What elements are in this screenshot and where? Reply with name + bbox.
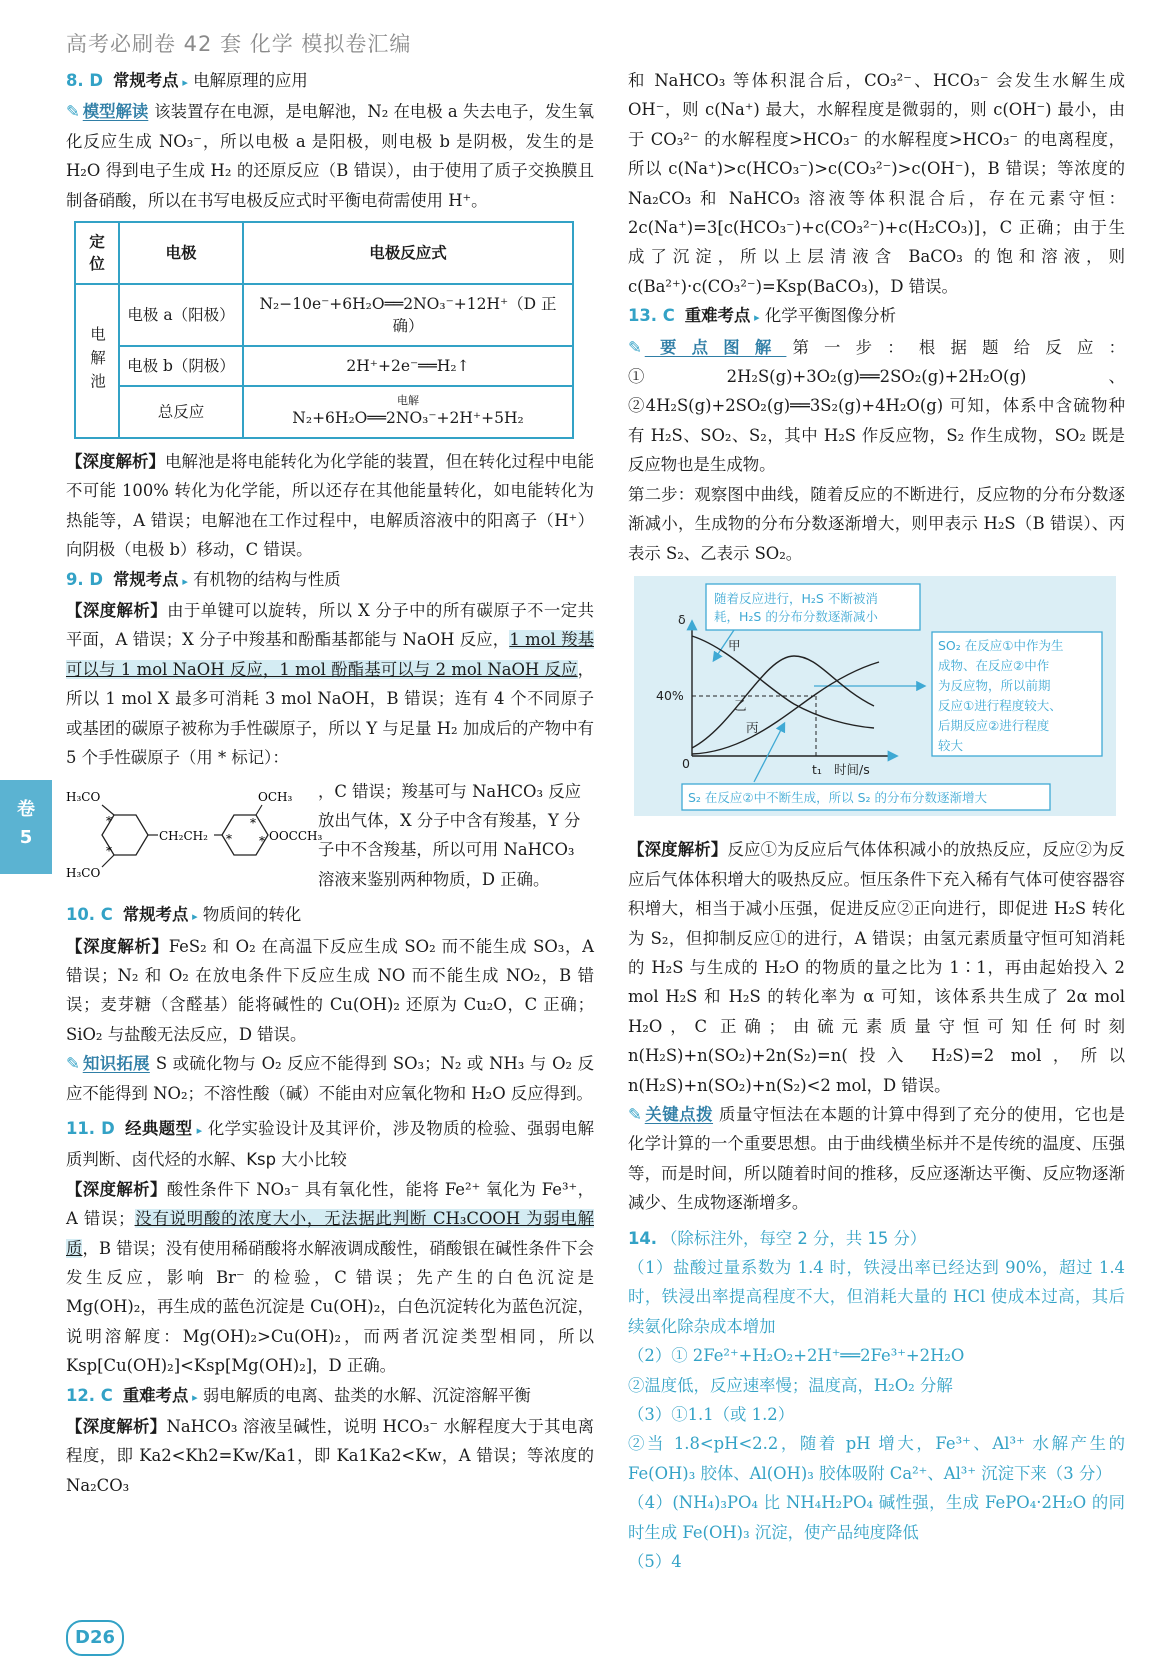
q11-deep	[66, 1175, 594, 1381]
pen-icon: ✎	[628, 1104, 642, 1124]
q8-heading	[66, 66, 594, 97]
note-right-line: 为反应物，所以前期	[938, 677, 1051, 693]
note-top-line-1: 随着反应进行，H₂S 不断被消	[714, 590, 878, 606]
q12-topic: 弱电解质的电离、盐类的水解、沉淀溶解平衡	[202, 1385, 531, 1405]
right-column	[628, 66, 1125, 1576]
q13-tag: 重难考点 ▸	[685, 306, 760, 325]
q9-topic: 有机物的结构与性质	[193, 569, 341, 589]
q14-answers	[628, 1253, 1125, 1576]
table-cell	[243, 386, 573, 438]
volume-tab-label: 卷	[17, 799, 35, 820]
q13-heading	[628, 301, 1125, 332]
q13-tip-text: 质量守恒法在本题的计算中得到了充分的使用，它也是化学计算的一个重要思想。由于曲线横坐标并不是传统的温度、压强等，而是时间，所以随着时间的推移，反应逐渐达平衡、反应物逐渐减少、生成物逐渐增多。	[628, 1104, 1126, 1213]
q9-deep	[66, 596, 594, 772]
q14-score: （除标注外，每空 2 分，共 15 分）	[661, 1228, 927, 1248]
q10-ext-text: S 或硫化物与 O₂ 反应不能得到 SO₃；N₂ 或 NH₃ 与 O₂ 反应不能得到 NO₂；不溶性酸（碱）不能由对应氧化物和 H₂O 反应得到。	[66, 1054, 594, 1103]
q9-after-molecule: ，C 错误；羧基可与 NaHCO₃ 反应放出气体，X 分子中含有羧基，Y 分子中不含羧基，所以可用 NaHCO₃ 溶液来鉴别两种物质，D 正确。	[318, 781, 582, 889]
table-header-row	[75, 222, 573, 284]
q13-key-step2: 第二步：观察图中曲线，随着反应的不断进行，反应物的分布分数逐渐减小，生成物的分布分数逐渐增大，则甲表示 H₂S（B 错误）、丙表示 S₂、乙表示 SO₂。	[628, 484, 1125, 563]
table-cell: 电极 b（阴极）	[119, 346, 243, 386]
q10-ext	[66, 1049, 594, 1108]
q11-deep-label: 【深度解析】	[66, 1179, 167, 1199]
chiral-star: *	[226, 832, 232, 847]
q10-topic: 物质间的转化	[202, 905, 302, 925]
q8-topic: 电解原理的应用	[193, 71, 308, 90]
group-och3: OCH₃	[258, 790, 293, 805]
q14-answer-line: ②当 1.8<pH<2.2，随着 pH 增大，Fe³⁺、Al³⁺ 水解产生的 Fe(OH)₃ 胶体、Al(OH)₃ 胶体吸附 Ca²⁺、Al³⁺ 沉淀下来（3 分）	[628, 1434, 1125, 1483]
q11-heading	[66, 1114, 594, 1175]
group-oocch3: OOCCH₃	[269, 829, 323, 844]
note-right-line: 后期反应②进行程度	[938, 717, 1050, 733]
q11-deep-text-1: 酸性条件下 NO₃⁻ 具有氧化性，能将 Fe²⁺ 氧化为 Fe³⁺，A 错误；	[66, 1179, 594, 1229]
q13-deep-label: 【深度解析】	[628, 840, 728, 860]
molecule-drawing	[66, 787, 323, 883]
q12-deep	[66, 1412, 594, 1500]
table-cell: N₂−10e⁻+6H₂O══2NO₃⁻+12H⁺（D 正确）	[243, 284, 573, 346]
q14-answer-line: （4）(NH₄)₃PO₄ 比 NH₄H₂PO₄ 碱性强，生成 FePO₄·2H₂O 的同时生成 Fe(OH)₃ 沉淀，使产品纯度降低	[628, 1493, 1125, 1542]
table-row	[75, 386, 573, 438]
q11-deep-text-2: ，B 错误；没有使用稀硝酸将水解液调成酸性，硝酸银在碱性条件下会发生反应，影响 Br⁻ 的检验，C 错误；先产生的白色沉淀是 Mg(OH)₂，再生成的蓝色沉淀是 Cu(OH)₂，白色沉淀转化为蓝色沉淀，说明溶解度：Mg(OH)₂>Cu(OH)₂，而两者沉淀类型相同，所以 Ksp[Cu(OH)₂]<Ksp[Mg(OH)₂]，D 正确。	[66, 1238, 594, 1376]
table-cell: 电极 a（阳极）	[119, 284, 243, 346]
bond	[256, 805, 262, 815]
table-group-cell: 电解池	[75, 284, 119, 438]
q11-highlight: 没有说明酸的浓度大小，无法据此判断 CH₃COOH 为弱电解质	[66, 1209, 594, 1258]
q9-deep-text-1: 由于单键可以旋转，所以 X 分子中的所有碳原子不一定共平面，A 错误；X 分子中羧基和酚酯基都能与 NaOH 反应，	[66, 601, 594, 650]
volume-tab-number: 5	[19, 827, 33, 848]
q12-deep-label: 【深度解析】	[66, 1417, 167, 1437]
q13-deep-text: 反应①为反应后气体体积减小的放热反应，反应②为反应后气体体积增大的吸热反应。恒压条件下充入稀有气体可使容器容积增大，相当于减小压强，促进反应②正向进行，即促进 H₂S 转化为 S₂，但抑制反应①的进行，A 错误；由氢元素质量守恒可知消耗的 H₂S 与生成的 H₂O 的物质的量之比为 1∶1，再由起始投入 2 mol H₂S 和 H₂S 的转化率为 α 可知，该体系共生成了 2α mol H₂O，C 正确；由硫元素质量守恒可知任何时刻 n(H₂S)+n(SO₂)+2n(S₂)=n(投入 H₂S)=2 mol，所以 n(H₂S)+n(SO₂)+n(S₂)<2 mol，D 错误。	[628, 840, 1125, 1095]
q8-deep	[66, 447, 594, 565]
table-header-cell: 电极反应式	[243, 222, 573, 284]
q14-heading	[628, 1224, 1125, 1253]
q14-answer-line: ②温度低，反应速率慢；温度高，H₂O₂ 分解	[628, 1375, 953, 1395]
note-right-line: 成物、在反应②中作	[938, 657, 1050, 673]
q8-model-text: 该装置存在电源，是电解池，N₂ 在电极 a 失去电子，发生氧化反应生成 NO₃⁻，所以电极 a 是阳极，则电极 b 是阴极，发生的是 H₂O 得到电子生成 H₂ 的还原反应（B 错误），由于使用了质子交换膜且制备硝酸，所以在书写电极反应式时平衡电荷需使用 H⁺。	[66, 102, 594, 210]
y-axis-label: δ	[678, 611, 686, 627]
volume-tab	[0, 780, 52, 874]
q8-deep-label: 【深度解析】	[66, 452, 166, 472]
q12-heading	[66, 1381, 594, 1412]
q10-deep-text: FeS₂ 和 O₂ 在高温下反应生成 SO₂ 而不能生成 SO₃，A 错误；N₂ 和 O₂ 在放电条件下反应生成 NO 而不能生成 NO₂，B 错误；麦芽糖（含醛基）能将碱性的 Cu(OH)₂ 还原为 Cu₂O，C 正确；SiO₂ 与盐酸无法反应，D 错误。	[66, 936, 594, 1044]
q14-number: 14.	[628, 1228, 658, 1248]
note-right-line: 反应①进行程度较大、	[938, 697, 1062, 713]
chiral-star: *	[106, 844, 112, 859]
q14-answer-line: （1）盐酸过量系数为 1.4 时，铁浸出率已经达到 90%，超过 1.4 时，铁浸出率提高程度不大，但消耗大量的 HCl 使成本过高，其后续氨化除杂成本增加	[628, 1258, 1125, 1336]
note-bottom-text: S₂ 在反应②中不断生成，所以 S₂ 的分布分数逐渐增大	[688, 789, 988, 805]
q14-answer-line: （3）①1.1（或 1.2）	[628, 1405, 795, 1425]
q8-model-label: 模型解读	[82, 102, 149, 122]
pen-icon: ✎	[628, 337, 642, 357]
q8-deep-text: 电解池是将电能转化为化学能的装置，但在转化过程中电能不可能 100% 转化为化学能，所以还存在其他能量转化，如电能转化为热能等，A 错误；电解池在工作过程中，电解质溶液中的阳离子（H⁺）向阴极（电极 b）移动，C 错误。	[66, 452, 595, 560]
table-header-cell: 电极	[119, 222, 243, 284]
pen-icon: ✎	[66, 1054, 80, 1074]
q8-number: 8. D	[66, 71, 103, 90]
note-top-line-2: 耗，H₂S 的分布分数逐渐减小	[714, 608, 878, 624]
q9-highlight: 1 mol 羧基可以与 1 mol NaOH 反应，1 mol 酚酯基可以与 2 mol NaOH 反应	[66, 630, 594, 679]
note-right-line: 较大	[938, 737, 964, 753]
chiral-star: *	[259, 834, 265, 849]
page-header: 高考必刷卷 42 套 化学 模拟卷汇编	[66, 32, 412, 56]
q13-number: 13. C	[628, 306, 675, 326]
q12-number: 12. C	[66, 1385, 113, 1405]
table-cell: 2H⁺+2e⁻══H₂↑	[243, 346, 573, 386]
left-column	[66, 66, 594, 1500]
q13-deep	[628, 835, 1125, 1100]
y-tick-label: 40%	[656, 687, 684, 703]
pen-icon: ✎	[66, 102, 80, 122]
q13-key-text-1: 第一步：根据题给反应：①2H₂S(g)+3O₂(g)══2SO₂(g)+2H₂O(g)、②4H₂S(g)+2SO₂(g)══3S₂(g)+4H₂O(g) 可知，体系中含硫物种有 H₂S、SO₂、S₂，其中 H₂S 作反应物，S₂ 作生成物，SO₂ 既是反应物也是生成物。	[628, 337, 1126, 475]
x-tick-label: t₁	[812, 761, 822, 777]
q14-answer-line: （5）4	[628, 1552, 682, 1572]
origin-label: 0	[682, 755, 690, 771]
electrode-reaction-table	[74, 221, 574, 439]
q10-ext-label: 知识拓展	[82, 1054, 150, 1074]
table-cell: 总反应	[119, 386, 243, 438]
q9-deep-label: 【深度解析】	[66, 601, 168, 621]
q12-tag: 重难考点 ▸	[123, 1386, 198, 1405]
q11-topic: 化学实验设计及其评价，涉及物质的检验、强弱电解质判断、卤代烃的水解、Ksp 大小比较	[66, 1118, 595, 1170]
table-row	[75, 346, 573, 386]
q12-deep-text-left: NaHCO₃ 溶液呈碱性，说明 HCO₃⁻ 水解程度大于其电离程度，即 Ka2<Kh2=Kw/Ka1，即 Ka1Ka2<Kw，A 错误；等浓度的 Na₂CO₃	[66, 1417, 595, 1495]
group-ch2ch2: CH₂CH₂	[159, 829, 208, 844]
molecule-structure	[66, 777, 594, 895]
q11-number: 11. D	[66, 1118, 115, 1138]
q14-answer-line: （2）① 2Fe²⁺+H₂O₂+2H⁺══2Fe³⁺+2H₂O	[628, 1346, 965, 1366]
q9-deep-text-2: ，所以 1 mol X 最多可消耗 3 mol NaOH，B 错误；连有 4 个不同原子或基团的碳原子被称为手性碳原子，所以 Y 与足量 H₂ 加成后的产物中有 5 个手性碳原子（用 * 标记）：	[66, 659, 594, 768]
table-cell-equation: N₂+6H₂O══2NO₃⁻+2H⁺+5H₂	[292, 409, 524, 428]
curve-label-bing: 丙	[746, 719, 759, 735]
note-right-line: SO₂ 在反应①中作为生	[938, 637, 1064, 653]
distribution-diagram	[634, 576, 1116, 816]
chiral-star: *	[250, 816, 256, 831]
q10-deep-label: 【深度解析】	[66, 936, 169, 956]
q9-tag: 常规考点 ▸	[113, 570, 188, 589]
q10-deep	[66, 932, 594, 1050]
q8-tag: 常规考点 ▸	[113, 71, 188, 90]
q10-tag: 常规考点 ▸	[123, 905, 198, 924]
q8-model	[66, 97, 594, 215]
q10-number: 10. C	[66, 905, 113, 925]
table-row	[75, 284, 573, 346]
q12-deep-continued: 和 NaHCO₃ 等体积混合后，CO₃²⁻、HCO₃⁻ 会发生水解生成 OH⁻，则 c(Na⁺) 最大，水解程度是微弱的，则 c(OH⁻) 最小，由于 CO₃²⁻ 的水解程度>HCO₃⁻ 的水解程度>HCO₃⁻ 的电离程度，所以 c(Na⁺)>c(HCO₃⁻)>c(CO₃²⁻)>c(OH⁻)，B 错误；等浓度的 Na₂CO₃ 和 NaHCO₃ 溶液等体积混合后，存在元素守恒：2c(Na⁺)=3[c(HCO₃⁻)+c(CO₃²⁻)+c(H₂CO₃)]，C 正确；由于生成了沉淀，所以上层清液含 BaCO₃ 的饱和溶液，则 c(Ba²⁺)·c(CO₃²⁻)=Ksp(BaCO₃)，D 错误。	[628, 71, 1125, 296]
q13-topic: 化学平衡图像分析	[764, 306, 897, 326]
q13-tip	[628, 1100, 1125, 1218]
q13-tip-label: 关键点拨	[644, 1104, 714, 1124]
curve-label-yi: 乙	[734, 697, 747, 713]
q13-key	[628, 333, 1125, 480]
q10-heading	[66, 900, 594, 931]
group-h3co-top: H₃CO	[66, 790, 101, 805]
page-number: D26	[66, 1620, 124, 1656]
reaction-condition: 电解	[397, 394, 419, 408]
q11-tag: 经典题型 ▸	[125, 1119, 202, 1138]
q13-key-label: 要点图解	[644, 337, 787, 357]
x-axis-label: 时间/s	[834, 761, 870, 777]
chiral-star: *	[106, 814, 112, 829]
group-h3co-bottom: H₃CO	[66, 866, 101, 881]
q9-heading	[66, 565, 594, 596]
curve-label-jia: 甲	[728, 637, 741, 653]
q9-number: 9. D	[66, 569, 103, 589]
table-header-cell: 定位	[75, 222, 119, 284]
